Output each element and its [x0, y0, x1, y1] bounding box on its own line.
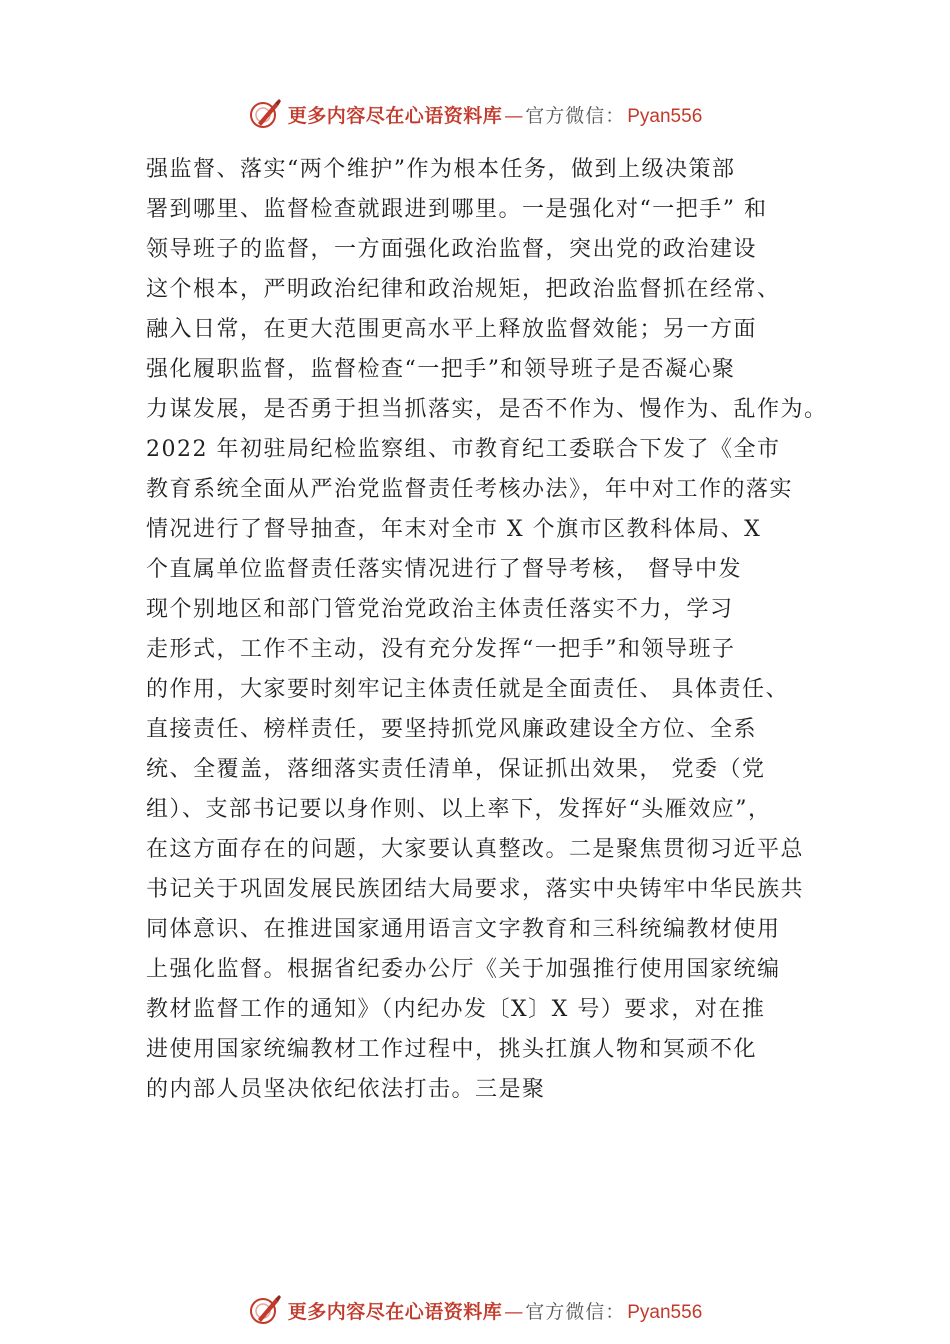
pen-nib-logo-icon	[248, 97, 282, 131]
document-body	[146, 150, 836, 1110]
body-text-line: 强监督、落实“两个维护”作为根本任务，做到上级决策部	[146, 157, 736, 182]
watermark-main-text: 更多内容尽在心语资料库	[287, 104, 503, 127]
body-text-line: 强化履职监督，监督检查“一把手”和领导班子是否凝心聚	[146, 357, 736, 382]
footer-watermark-banner	[0, 1290, 950, 1330]
watermark-wechat-id: Pyan556	[627, 105, 703, 127]
watermark-text	[288, 101, 703, 128]
body-text-line: 署到哪里、监督检查就跟进到哪里。一是强化对“一把手” 和	[146, 197, 768, 222]
body-text-line: 教育系统全面从严治党监督责任考核办法》，年中对工作的落实	[146, 477, 794, 502]
watermark-dash: —	[504, 1300, 524, 1323]
body-text-line: 在这方面存在的问题，大家要认真整改。二是聚焦贯彻习近平总	[146, 837, 805, 862]
body-text-line: 力谋发展，是否勇于担当抓落实，是否不作为、慢作为、乱作为。	[146, 397, 828, 422]
watermark-text	[288, 1297, 703, 1324]
body-text-line: 的作用，大家要时刻牢记主体责任就是全面责任、 具体责任、	[146, 677, 789, 702]
watermark-dash: —	[504, 104, 524, 127]
body-text-line: 进使用国家统编教材工作过程中，挑头扛旗人物和冥顽不化	[146, 1037, 758, 1062]
body-text-line: 统、全覆盖，落细落实责任清单，保证抓出效果， 党委（党	[146, 757, 766, 782]
body-text-line: 走形式，工作不主动，没有充分发挥“一把手”和领导班子	[146, 637, 736, 662]
body-text-line: 2022 年初驻局纪检监察组、市教育纪工委联合下发了《全市	[146, 437, 781, 462]
body-text-line: 现个别地区和部门管党治党政治主体责任落实不力，学习	[146, 597, 734, 622]
header-watermark-banner	[0, 94, 950, 134]
body-text-line: 的内部人员坚决依纪依法打击。三是聚	[146, 1077, 546, 1102]
body-text-line: 组）、支部书记要以身作则、以上率下，发挥好“头雁效应”，	[146, 797, 772, 822]
watermark-main-text: 更多内容尽在心语资料库	[287, 1300, 503, 1323]
body-text-line: 情况进行了督导抽查，年末对全市 X 个旗市区教科体局、X	[146, 517, 762, 542]
watermark-wechat-label: 官方微信：	[525, 1300, 626, 1323]
body-text-line: 直接责任、榜样责任，要坚持抓党风廉政建设全方位、全系	[146, 717, 758, 742]
body-text-line: 领导班子的监督，一方面强化政治监督，突出党的政治建设	[146, 237, 758, 262]
body-text-line: 这个根本，严明政治纪律和政治规矩，把政治监督抓在经常、	[146, 277, 781, 302]
watermark-wechat-label: 官方微信：	[525, 104, 626, 127]
body-text-line: 教材监督工作的通知》（内纪办发〔X〕X 号）要求，对在推	[146, 997, 766, 1022]
body-text-line: 个直属单位监督责任落实情况进行了督导考核， 督导中发	[146, 557, 742, 582]
watermark-wechat-id: Pyan556	[627, 1301, 703, 1323]
body-text-line: 融入日常，在更大范围更高水平上释放监督效能；另一方面	[146, 317, 758, 342]
body-text-line: 书记关于巩固发展民族团结大局要求，落实中央铸牢中华民族共	[146, 877, 805, 902]
body-text-line: 上强化监督。根据省纪委办公厅《关于加强推行使用国家统编	[146, 957, 781, 982]
pen-nib-logo-icon	[248, 1293, 282, 1327]
body-text-line: 同体意识、在推进国家通用语言文字教育和三科统编教材使用	[146, 917, 781, 942]
